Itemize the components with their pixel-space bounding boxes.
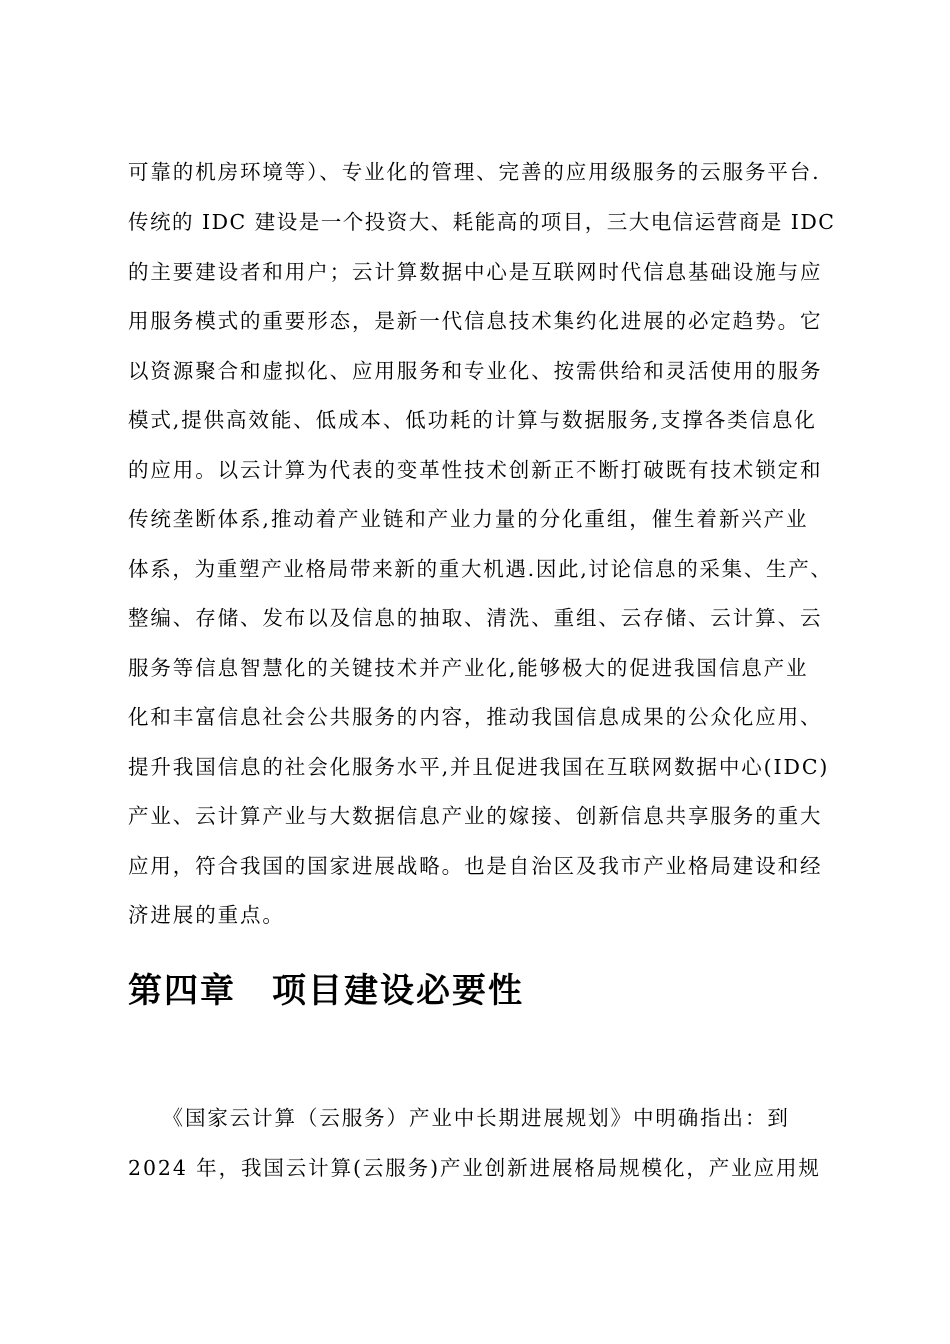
paragraph-line: 化和丰富信息社会公共服务的内容，推动我国信息成果的公众化应用、 — [128, 705, 823, 729]
chapter-heading: 第四章 项目建设必要性 — [128, 971, 524, 1011]
paragraph-line: 2024 年，我国云计算(云服务)产业创新进展格局规模化，产业应用规 — [128, 1156, 821, 1180]
paragraph-line: 整编、存储、发布以及信息的抽取、清洗、重组、云存储、云计算、云 — [128, 606, 823, 630]
paragraph-line: 体系，为重塑产业格局带来新的重大机遇.因此,讨论信息的采集、生产、 — [128, 557, 833, 581]
paragraph-line: 传统垄断体系,推动着产业链和产业力量的分化重组，催生着新兴产业 — [128, 507, 809, 531]
paragraph-line: 可靠的机房环境等）、专业化的管理、完善的应用级服务的云服务平台. — [128, 160, 821, 184]
paragraph-line: 产业、云计算产业与大数据信息产业的嫁接、创新信息共享服务的重大 — [128, 804, 823, 828]
paragraph-line: 的主要建设者和用户；云计算数据中心是互联网时代信息基础设施与应 — [128, 260, 823, 284]
paragraph-line: 模式,提供高效能、低成本、低功耗的计算与数据服务,支撑各类信息化 — [128, 408, 817, 432]
paragraph-line: 服务等信息智慧化的关键技术并产业化,能够极大的促进我国信息产业 — [128, 656, 809, 680]
paragraph-line: 传统的 IDC 建设是一个投资大、耗能高的项目，三大电信运营商是 IDC — [128, 210, 836, 234]
paragraph-line: 的应用。以云计算为代表的变革性技术创新正不断打破既有技术锁定和 — [128, 458, 823, 482]
paragraph-line: 应用，符合我国的国家进展战略。也是自治区及我市产业格局建设和经 — [128, 854, 823, 878]
paragraph-line: 《国家云计算（云服务）产业中长期进展规划》中明确指出：到 — [128, 1106, 790, 1130]
paragraph-line: 提升我国信息的社会化服务水平,并且促进我国在互联网数据中心(IDC) — [128, 755, 830, 779]
paragraph-line: 以资源聚合和虚拟化、应用服务和专业化、按需供给和灵活使用的服务 — [128, 359, 823, 383]
paragraph-line: 用服务模式的重要形态，是新一代信息技术集约化进展的必定趋势。它 — [128, 309, 823, 333]
paragraph-line: 济进展的重点。 — [128, 903, 285, 927]
